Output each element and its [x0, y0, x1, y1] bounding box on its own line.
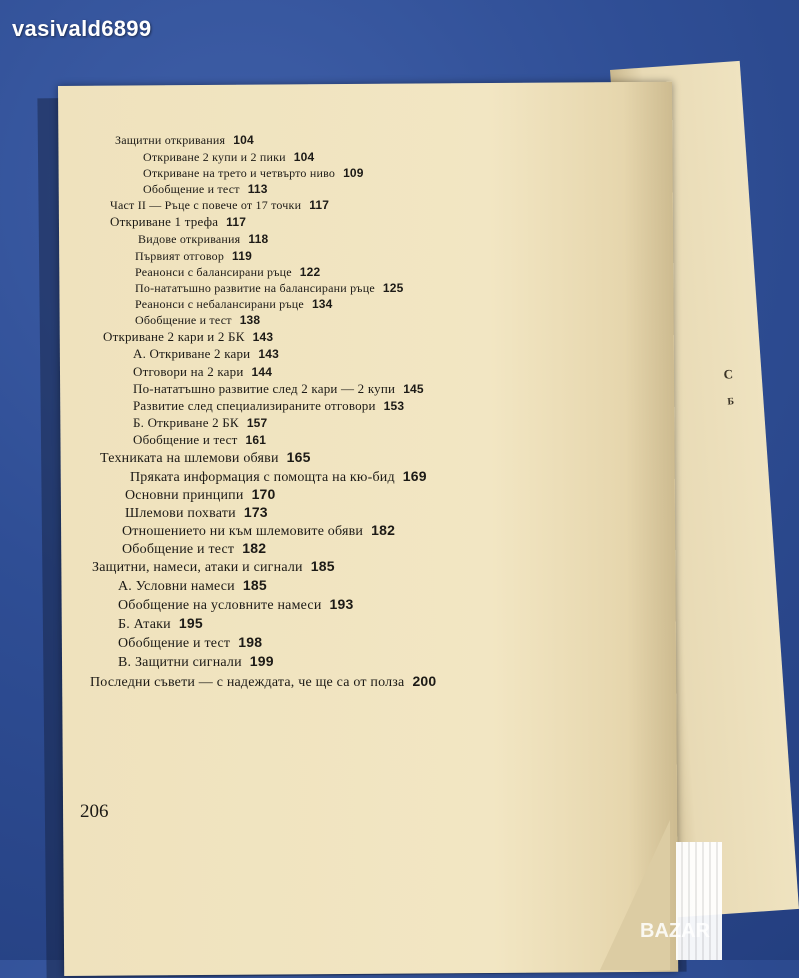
toc-entry — [133, 415, 267, 431]
toc-entry-title: Отговори на 2 кари — [133, 364, 244, 379]
toc-entry — [143, 150, 314, 165]
toc-entry-page: 143 — [258, 347, 279, 361]
toc-entry-title: Б. Откриване 2 БК — [133, 415, 239, 430]
toc-entry — [133, 364, 272, 380]
toc-entry-title: Обобщение на условните намеси — [118, 598, 322, 613]
toc-entry-title: Откриване на трето и четвърто ниво — [143, 166, 336, 180]
toc-entry-page: 125 — [382, 281, 404, 295]
toc-entry-page: 134 — [311, 297, 333, 311]
toc-entry-page: 117 — [226, 215, 247, 229]
toc-entry-page: 182 — [242, 540, 267, 556]
toc-entry — [133, 432, 266, 448]
toc-entry-page: 182 — [371, 522, 396, 538]
toc-entry — [135, 297, 333, 312]
toc-entry-title: Обобщение и тест — [143, 182, 240, 196]
toc-entry-title: Б. Атаки — [118, 617, 171, 632]
toc-entry-page: 173 — [243, 504, 268, 520]
toc-entry — [125, 486, 276, 504]
toc-entry-title: По-нататъшно развитие на балансирани ръце — [135, 281, 375, 295]
toc-entry-title: Отношението ни към шлемовите обяви — [122, 524, 364, 539]
toc-entry-page: 185 — [310, 558, 335, 574]
toc-entry-title: Техниката на шлемови обяви — [100, 451, 279, 466]
toc-entry-title: Обобщение и тест — [122, 542, 235, 557]
toc-entry — [143, 166, 364, 181]
watermark-username: vasivald6899 — [12, 16, 152, 41]
toc-entry — [143, 182, 268, 197]
toc-entry — [118, 596, 354, 614]
toc-entry-title: Развитие след специализираните отговори — [133, 398, 376, 413]
toc-entry-page: 170 — [251, 486, 276, 502]
toc-entry-page: 118 — [248, 232, 269, 246]
toc-entry-title: Защитни, намеси, атаки и сигнали — [92, 560, 303, 575]
toc-entry — [122, 522, 395, 540]
toc-entry-title: Шлемови похвати — [125, 506, 236, 521]
toc-entry-page: 195 — [178, 615, 203, 631]
toc-entry-page: 104 — [293, 150, 315, 164]
toc-entry-title: Видове откривания — [138, 232, 241, 246]
toc-entry — [135, 265, 320, 280]
toc-entry — [125, 504, 268, 522]
toc-entry-title: Откриване 2 купи и 2 пики — [143, 150, 286, 164]
toc-entry-page: 145 — [403, 382, 424, 396]
toc-entry-title: Обобщение и тест — [118, 636, 231, 651]
toc-entry-title: Основни принципи — [125, 488, 244, 503]
right-page-glyph: Б — [727, 396, 735, 408]
toc-entry-title: Защитни откривания — [115, 133, 226, 147]
toc-entry — [100, 449, 311, 467]
toc-entry — [110, 198, 329, 213]
toc-entry — [118, 615, 203, 633]
toc-entry-page: 200 — [412, 673, 437, 689]
toc-entry — [135, 249, 252, 264]
toc-entry-title: Пряката информация с помощта на кю-бид — [130, 470, 395, 485]
toc-entry-title: Част II — Ръце с повече от 17 точки — [110, 198, 302, 212]
toc-entry — [133, 346, 279, 362]
toc-entry-page: 119 — [232, 249, 252, 263]
toc-entry-page: 193 — [329, 596, 354, 612]
page-number: 206 — [80, 801, 109, 822]
toc-entry-title: Реанонси с балансирани ръце — [135, 265, 292, 279]
toc-entry-page: 157 — [246, 416, 268, 430]
toc-entry — [135, 281, 403, 296]
toc-entry — [118, 634, 262, 652]
right-page-glyph: С — [722, 366, 734, 382]
toc-entry-title: В. Защитни сигнали — [118, 655, 242, 670]
toc-entry-page: 104 — [233, 133, 254, 147]
toc-entry-title: Първият отговор — [135, 249, 225, 263]
toc-entry-page: 117 — [309, 198, 330, 212]
toc-entry-page: 144 — [251, 365, 273, 379]
toc-entry-page: 185 — [242, 577, 267, 593]
toc-entry-page: 122 — [299, 265, 321, 279]
toc-entry-page: 165 — [286, 449, 311, 465]
toc-entry-title: Откриване 2 кари и 2 БК — [103, 329, 245, 344]
toc-entry-page: 153 — [383, 399, 405, 413]
toc-entry-title: Обобщение и тест — [135, 313, 232, 327]
toc-entry-title: Откриване 1 трефа — [110, 214, 219, 229]
toc-entry — [133, 381, 424, 397]
toc-entry — [110, 214, 246, 230]
toc-entry — [122, 540, 266, 558]
toc-entry — [133, 398, 404, 414]
toc-entry — [135, 313, 260, 328]
toc-entry-page: 113 — [247, 182, 268, 196]
toc-entry-title: Последни съвети — с надеждата, че ще са от полза — [90, 675, 405, 690]
toc-entry-page: 161 — [245, 433, 267, 447]
toc-entry-page: 169 — [402, 468, 427, 484]
site-logo: BAZAR — [640, 920, 710, 942]
toc-entry — [92, 558, 335, 576]
toc-entry-page: 138 — [239, 313, 261, 327]
toc-entry — [118, 653, 274, 671]
toc-entry — [118, 577, 267, 595]
toc-entry — [138, 232, 268, 247]
toc-entry — [103, 329, 273, 345]
toc-entry — [130, 468, 427, 486]
toc-entry-page: 199 — [249, 653, 274, 669]
toc-entry — [90, 673, 436, 691]
toc-entry — [115, 133, 254, 148]
toc-entry-title: По-нататъшно развитие след 2 кари — 2 купи — [133, 381, 396, 396]
toc-entry-page: 198 — [238, 634, 263, 650]
toc-entry-title: Обобщение и тест — [133, 432, 238, 447]
toc-entry-title: А. Условни намеси — [118, 579, 235, 594]
toc-entry-title: А. Откриване 2 кари — [133, 346, 251, 361]
toc-entry-page: 143 — [252, 330, 274, 344]
toc-entry-title: Реанонси с небалансирани ръце — [135, 297, 304, 311]
toc-entry-page: 109 — [343, 166, 364, 180]
